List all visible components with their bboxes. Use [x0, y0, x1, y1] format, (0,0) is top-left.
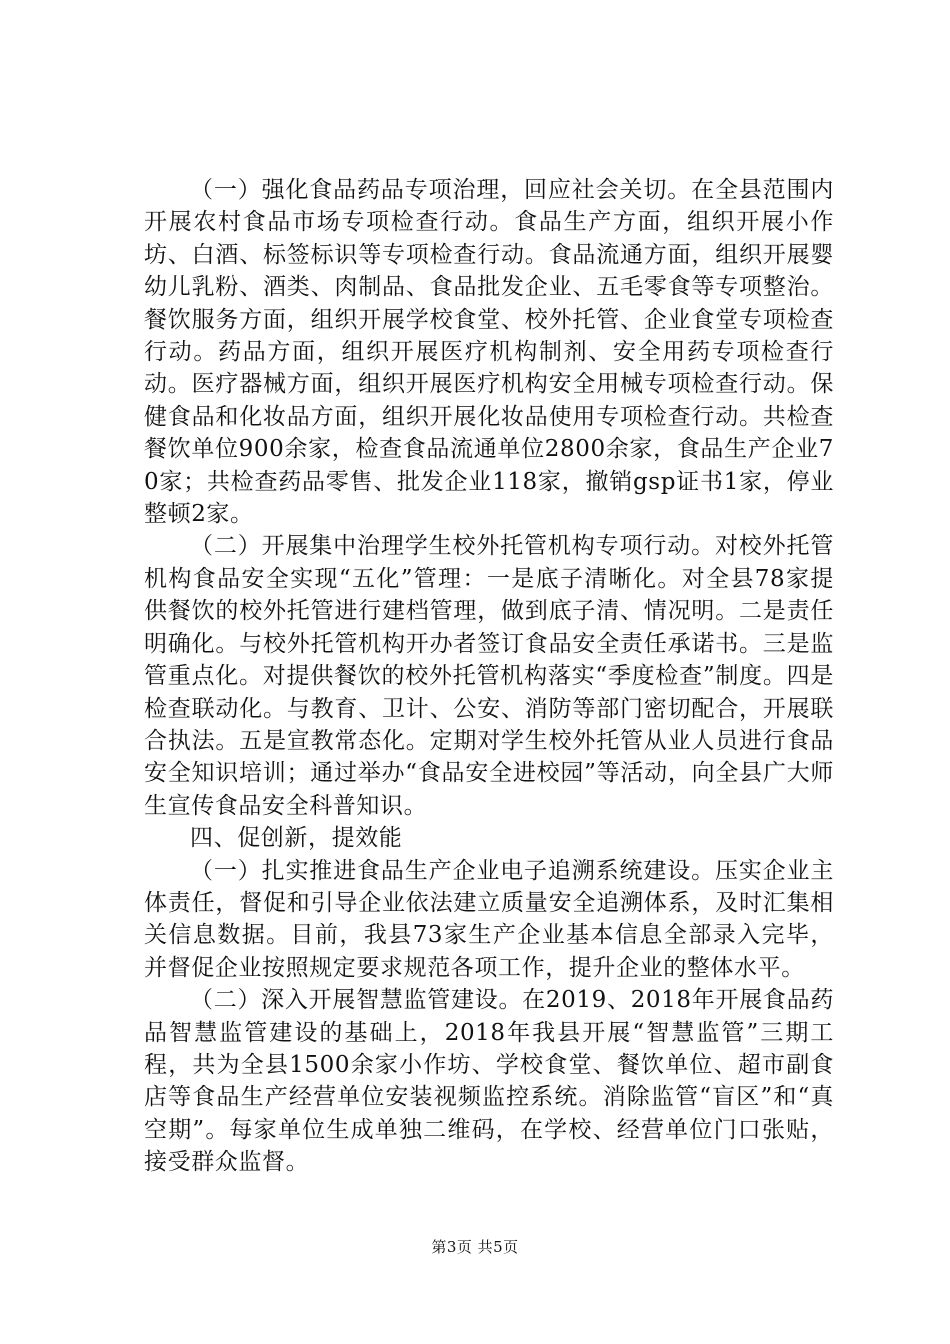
page-number-footer: 第3页 共5页 [431, 1238, 519, 1256]
section-heading-innovation: 四、促创新，提效能 [190, 825, 403, 852]
document-body [144, 174, 834, 1179]
paragraph-special-rectification: （一）强化食品药品专项治理，回应社会关切。在全县范围内开展农村食品市场专项检查行动。食品生产方面，组织开展小作坊、白酒、标签标识等专项检查行动。食品流通方面，组织开展婴幼儿乳粉、酒类、肉制品、食品批发企业、五毛零食等专项整治。餐饮服务方面，组织开展学校食堂、校外托管、企业食堂专项检查行动。药品方面，组织开展医疗机构制剂、安全用药专项检查行动。医疗器械方面，组织开展医疗机构安全用械专项检查行动。保健食品和化妆品方面，组织开展化妆品使用专项检查行动。共检查餐饮单位900余家，检查食品流通单位2800余家，食品生产企业70家；共检查药品零售、批发企业118家，撤销gsp证书1家，停业整顿2家。 [144, 177, 834, 528]
paragraph-after-school-care: （二）开展集中治理学生校外托管机构专项行动。对校外托管机构食品安全实现“五化”管理：一是底子清晰化。对全县78家提供餐饮的校外托管进行建档管理，做到底子清、情况明。二是责任明确化。与校外托管机构开办者签订食品安全责任承诺书。三是监管重点化。对提供餐饮的校外托管机构落实“季度检查”制度。四是检查联动化。与教育、卫计、公安、消防等部门密切配合，开展联合执法。五是宣教常态化。定期对学生校外托管从业人员进行食品安全知识培训；通过举办“食品安全进校园”等活动，向全县广大师生宣传食品安全科普知识。 [144, 533, 834, 819]
paragraph-traceability-system: （一）扎实推进食品生产企业电子追溯系统建设。压实企业主体责任，督促和引导企业依法建立质量安全追溯体系，及时汇集相关信息数据。目前，我县73家生产企业基本信息全部录入完毕，并督促企业按照规定要求规范各项工作，提升企业的整体水平。 [144, 857, 834, 981]
paragraph-smart-supervision: （二）深入开展智慧监管建设。在2019、2018年开展食品药品智慧监管建设的基础上，2018年我县开展“智慧监管”三期工程，共为全县1500余家小作坊、学校食堂、餐饮单位、超市副食店等食品生产经营单位安装视频监控系统。消除监管“盲区”和“真空期”。每家单位生成单独二维码，在学校、经营单位门口张贴，接受群众监督。 [144, 987, 834, 1176]
